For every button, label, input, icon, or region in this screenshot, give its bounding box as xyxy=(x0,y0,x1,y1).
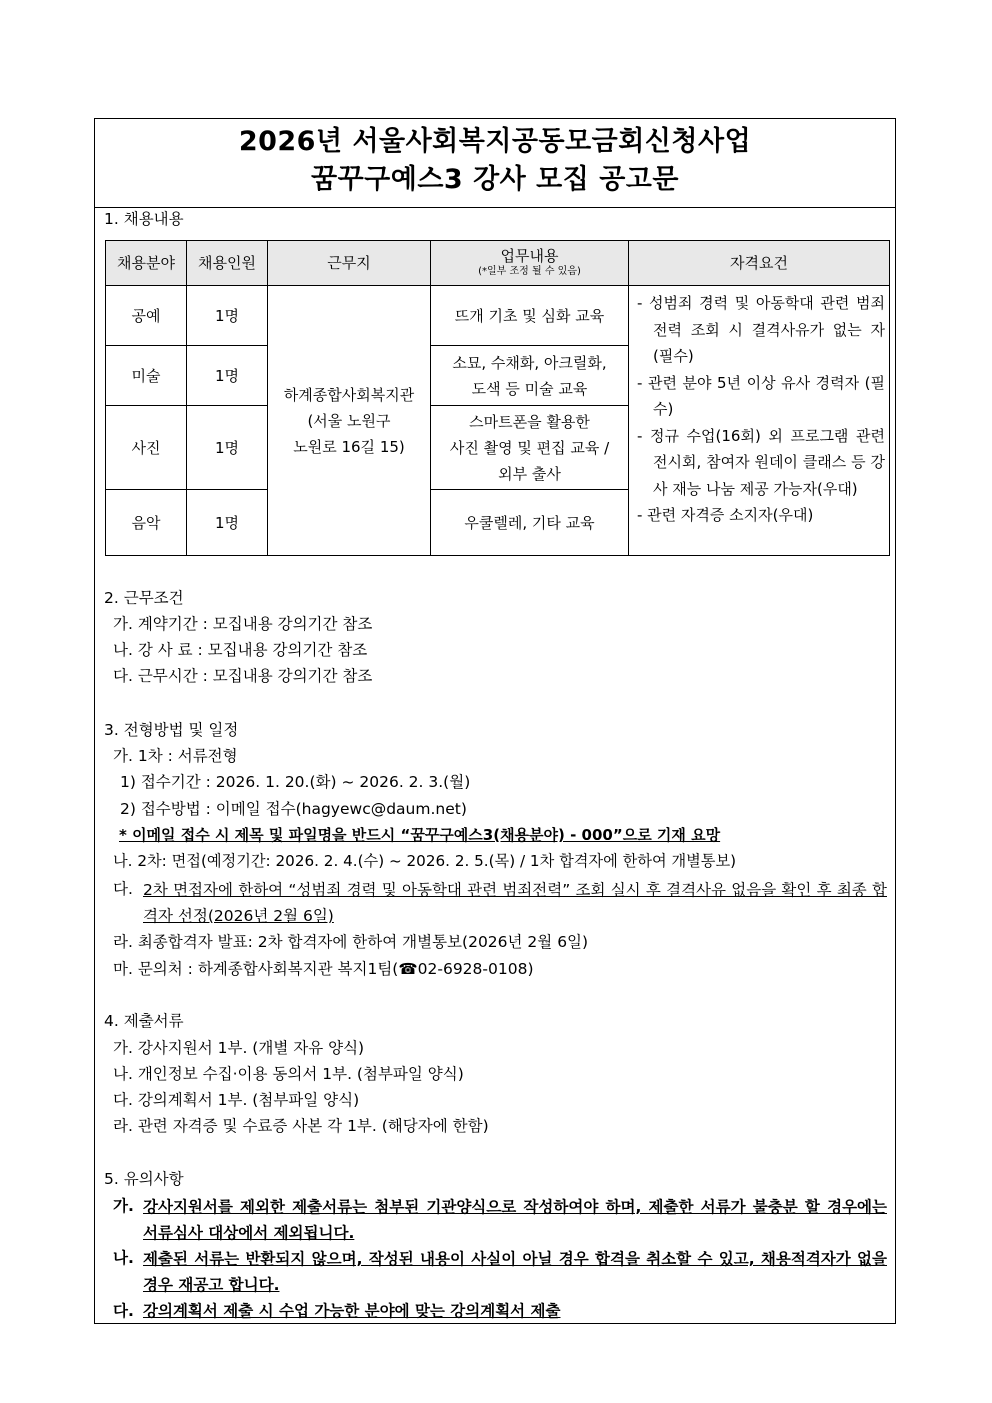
row-field: 미술 xyxy=(106,346,187,406)
qualifications-cell xyxy=(629,286,890,556)
caution-prefix: 나. xyxy=(113,1249,134,1267)
row-count: 1명 xyxy=(187,286,268,346)
row-field: 사진 xyxy=(106,406,187,490)
qualification-item: - 정규 수업(16회) 외 프로그램 관련 전시회, 참여자 원데이 클래스 등 강사 재능 나눔 제공 가능자(우대) xyxy=(637,426,885,498)
document-item: 라. 관련 자격증 및 수료증 사본 각 1부. (해당자에 한함) xyxy=(113,1117,489,1135)
page-title: 2026년 서울사회복지공동모금회신청사업 xyxy=(238,126,752,157)
section3-heading: 3. 전형방법 및 일정 xyxy=(104,721,239,739)
notice-frame xyxy=(94,118,896,1324)
selection-prefix: 다. xyxy=(113,880,133,898)
work-condition-item: 나. 강 사 료 : 모집내용 강의기간 참조 xyxy=(113,641,368,659)
section2-heading: 2. 근무조건 xyxy=(104,589,184,607)
caution-prefix: 가. xyxy=(113,1197,134,1215)
section4-heading: 4. 제출서류 xyxy=(104,1012,184,1030)
caution-prefix: 다. xyxy=(113,1302,134,1320)
caution-item: 제출된 서류는 반환되지 않으며, 작성된 내용이 사실이 아닐 경우 합격을 취소할 수 있고, 채용적격자가 없을 경우 재공고 합니다. xyxy=(143,1250,887,1294)
selection-step2: 나. 2차: 면접(예정기간: 2026. 2. 4.(수) ~ 2026. 2. 5.(목) / 1차 합격자에 한하여 개별통보) xyxy=(113,852,737,870)
row-field: 공예 xyxy=(106,286,187,346)
selection-background-check: 2차 면접자에 한하여 “성범죄 경력 및 아동학대 관련 범죄전력” 조회 실시 후 결격사유 없음을 확인 후 최종 합격자 선정(2026년 2월 6일) xyxy=(143,881,887,925)
caution-item: 강의계획서 제출 시 수업 가능한 분야에 맞는 강의계획서 제출 xyxy=(143,1302,561,1320)
section5-heading: 5. 유의사항 xyxy=(104,1170,184,1188)
header-duties-label: 업무내용 xyxy=(500,247,559,265)
row-count: 1명 xyxy=(187,406,268,490)
page-subtitle: 꿈꾸구예스3 강사 모집 공고문 xyxy=(311,164,679,195)
qualification-item: - 관련 자격증 소지자(우대) xyxy=(637,506,814,524)
row-duties: 뜨개 기초 및 심화 교육 xyxy=(431,286,629,346)
caution-item: 강사지원서를 제외한 제출서류는 첨부된 기관양식으로 작성하여야 하며, 제출한 서류가 불충분 할 경우에는 서류심사 대상에서 제외됩니다. xyxy=(143,1198,887,1242)
document-item: 다. 강의계획서 1부. (첨부파일 양식) xyxy=(113,1091,360,1109)
row-count: 1명 xyxy=(187,490,268,556)
header-field: 채용분야 xyxy=(106,241,187,286)
qualification-item: - 관련 분야 5년 이상 유사 경력자 (필수) xyxy=(637,373,885,418)
workplace-cell: 하계종합사회복지관 (서울 노원구 노원로 16길 15) xyxy=(268,286,431,556)
header-workplace: 근무지 xyxy=(268,241,431,286)
qualification-item: - 성범죄 경력 및 아동학대 관련 범죄 전력 조회 시 결격사유가 없는 자(필수) xyxy=(637,294,885,365)
contact-info: 마. 문의처 : 하계종합사회복지관 복지1팀(☎02-6928-0108) xyxy=(113,960,534,978)
document-item: 가. 강사지원서 1부. (개별 자유 양식) xyxy=(113,1039,365,1057)
selection-method: 2) 접수방법 : 이메일 접수(hagyewc@daum.net) xyxy=(120,800,467,818)
row-duties: 스마트폰을 활용한 사진 촬영 및 편집 교육 / 외부 출사 xyxy=(431,406,629,490)
document-item: 나. 개인정보 수집·이용 동의서 1부. (첨부파일 양식) xyxy=(113,1065,464,1083)
row-field: 음악 xyxy=(106,490,187,556)
header-duties-note: (*일부 조정 될 수 있음) xyxy=(478,266,581,277)
recruit-table xyxy=(105,240,890,556)
title-box xyxy=(95,119,895,208)
header-count: 채용인원 xyxy=(187,241,268,286)
row-duties: 우쿨렐레, 기타 교육 xyxy=(431,490,629,556)
work-condition-item: 가. 계약기간 : 모집내용 강의기간 참조 xyxy=(113,615,373,633)
row-count: 1명 xyxy=(187,346,268,406)
email-note: * 이메일 접수 시 제목 및 파일명을 반드시 “꿈꾸구예스3(채용분야) - 000”으로 기재 요망 xyxy=(119,826,721,844)
selection-step1: 가. 1차 : 서류전형 xyxy=(113,747,238,765)
work-condition-item: 다. 근무시간 : 모집내용 강의기간 참조 xyxy=(113,667,373,685)
row-duties: 소묘, 수채화, 아크릴화, 도색 등 미술 교육 xyxy=(431,346,629,406)
selection-period: 1) 접수기간 : 2026. 1. 20.(화) ~ 2026. 2. 3.(월) xyxy=(120,773,471,791)
header-qualifications: 자격요건 xyxy=(629,241,890,286)
header-duties xyxy=(431,241,629,286)
final-announcement: 라. 최종합격자 발표: 2차 합격자에 한하여 개별통보(2026년 2월 6일) xyxy=(113,933,589,951)
section1-heading: 1. 채용내용 xyxy=(104,210,184,228)
